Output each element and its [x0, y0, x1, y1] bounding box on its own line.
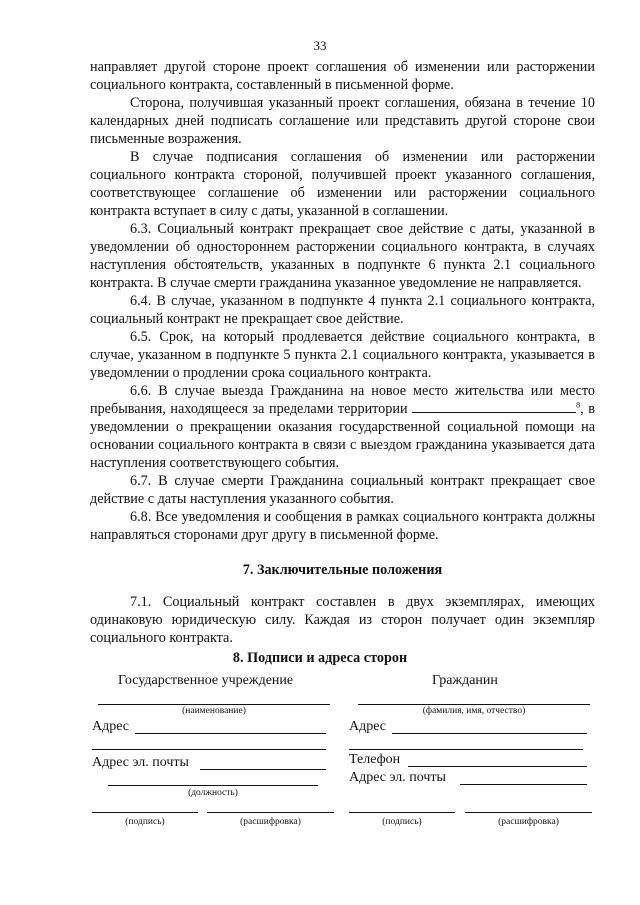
paragraph-continuation: направляет другой стороне проект соглашения об изменении или расторжении социального контракта, составленный в письменной форме. — [90, 59, 595, 93]
citizen-phone-label: Телефон — [349, 752, 401, 767]
citizen-name-caption: (фамилия, имя, отчество) — [422, 706, 526, 716]
clause-7-1: 7.1. Социальный контракт составлен в двух экземплярах, имеющих одинаковую юридическую силу. Каждая из сторон получает один экземпляр социального контракта. — [90, 594, 595, 646]
clause-6-4: 6.4. В случае, указанном в подпункте 4 пункта 2.1 социального контракта, социальный контракт не прекращает свое действие. — [90, 293, 595, 327]
clause-6-6-text-b: , в уведомлении о прекращении оказания государственной социальной помощи на основании социального контракта в связи с выездом гражданина указывается дата наступления соответствующего события. — [90, 401, 595, 471]
territory-blank — [412, 400, 576, 413]
institution-position-caption: (должность) — [188, 788, 238, 798]
citizen-signature-line — [349, 812, 455, 813]
citizen-email-line — [460, 784, 587, 785]
clause-6-6 — [90, 382, 595, 472]
citizen-email-label: Адрес эл. почты — [349, 770, 446, 785]
clause-6-8: 6.8. Все уведомления и сообщения в рамках социального контракта должны направляться сторонами друг другу в письменной форме. — [90, 509, 595, 543]
section-8-title: 8. Подписи и адреса сторон — [232, 650, 408, 666]
institution-name-line — [98, 704, 330, 705]
institution-decoding-caption: (расшифровка) — [240, 817, 301, 827]
institution-email-line — [200, 769, 326, 770]
institution-address-line-2 — [92, 749, 326, 750]
section-7-title: 7. Заключительные положения — [242, 562, 443, 578]
institution-decoding-line — [207, 812, 334, 813]
contract-body — [90, 58, 595, 647]
institution-address-label: Адрес — [92, 719, 130, 734]
citizen-address-line-2 — [349, 749, 583, 750]
citizen-phone-line — [408, 766, 587, 767]
paragraph-signing: В случае подписания соглашения об изменении или расторжении социального контракта стороной, получившей проект указанного соглашения, соответствующее соглашение об изменении или расторжении социального контракта вступает в силу с даты, указанной в соглашении. — [90, 149, 595, 219]
institution-name-caption: (наименование) — [182, 706, 246, 716]
clause-6-6-text-a: 6.6. В случае выезда Гражданина на новое место жительства или место пребывания, находящееся за пределами территории — [90, 383, 595, 417]
clause-6-3: 6.3. Социальный контракт прекращает свое действие с даты, указанной в уведомлении об одностороннем расторжении социального контракта, в случаях наступления обстоятельств, указанных в подпункте 6 пункта 2.1 социального контракта. В случае смерти гражданина указанное уведомление не направляется. — [90, 221, 595, 291]
citizen-decoding-caption: (расшифровка) — [498, 817, 559, 827]
clause-6-5: 6.5. Срок, на который продлевается действие социального контракта, в случае, указанном в подпункте 5 пункта 2.1 социального контракта, указывается в уведомлении о продлении срока социального контракта. — [90, 329, 595, 381]
page-number: 33 — [313, 38, 327, 53]
citizen-header: Гражданин — [432, 673, 498, 688]
citizen-address-line — [392, 733, 587, 734]
citizen-signature-caption: (подпись) — [382, 817, 422, 827]
institution-email-label: Адрес эл. почты — [92, 755, 189, 770]
citizen-name-line — [358, 704, 590, 705]
institution-address-line — [135, 733, 326, 734]
citizen-decoding-line — [465, 812, 592, 813]
footnote-mark: 8 — [576, 400, 581, 410]
institution-header: Государственное учреждение — [118, 673, 294, 688]
institution-signature-caption: (подпись) — [125, 817, 165, 827]
institution-position-line — [108, 785, 318, 786]
clause-6-7: 6.7. В случае смерти Гражданина социальный контракт прекращает свое действие с даты наступления указанного события. — [90, 473, 595, 507]
institution-signature-line — [92, 812, 198, 813]
paragraph-objection: Сторона, получившая указанный проект соглашения, обязана в течение 10 календарных дней подписать соглашение или представить другой стороне свои письменные возражения. — [90, 95, 595, 147]
citizen-address-label: Адрес — [349, 719, 387, 734]
